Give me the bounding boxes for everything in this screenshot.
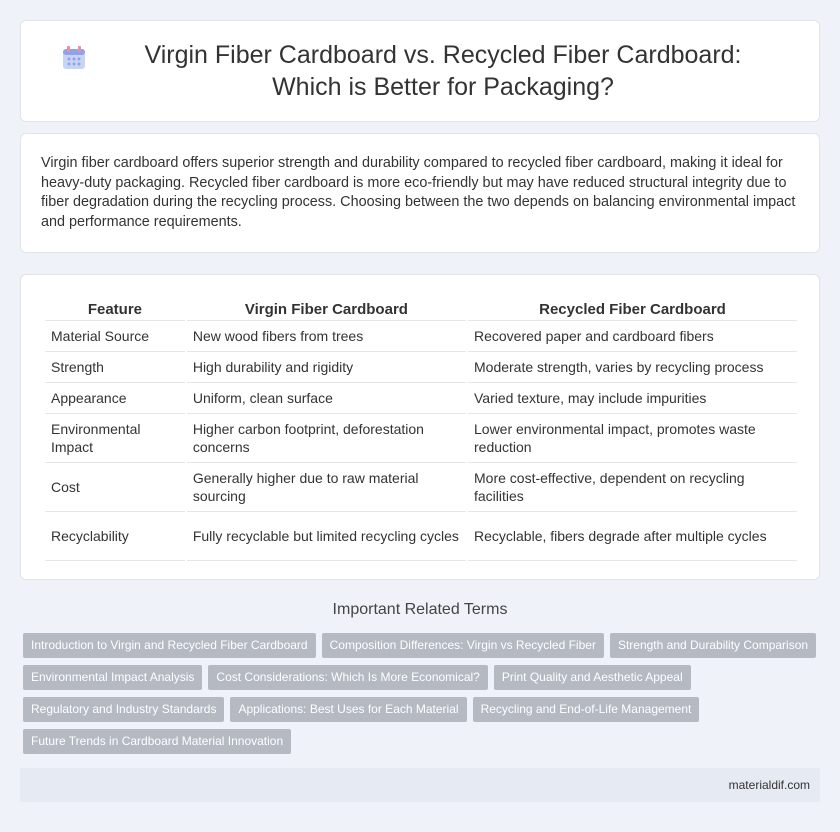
table-row [45,352,797,383]
table-row [45,383,797,414]
table-row [45,463,797,512]
footer [20,768,820,802]
virgin-cell: Fully recyclable but limited recycling cycles [187,512,466,561]
comparison-table [43,295,799,561]
term-tag[interactable]: Future Trends in Cardboard Material Innovation [23,729,291,754]
term-tag[interactable]: Print Quality and Aesthetic Appeal [494,665,691,690]
feature-cell: Environmental Impact [45,414,185,463]
term-tag[interactable]: Composition Differences: Virgin vs Recycled Fiber [322,633,604,658]
table-row [45,414,797,463]
related-terms-title: Important Related Terms [332,601,508,618]
page-title: Virgin Fiber Cardboard vs. Recycled Fiber Cardboard: Which is Better for Packaging? [144,41,742,101]
feature-cell: Cost [45,463,185,512]
recycled-cell: Moderate strength, varies by recycling process [468,352,797,383]
title-wrap [21,39,819,103]
calendar-icon [61,45,87,71]
term-tag[interactable]: Applications: Best Uses for Each Material [230,697,466,722]
column-header-recycled: Recycled Fiber Cardboard [468,295,797,321]
term-tag[interactable]: Environmental Impact Analysis [23,665,202,690]
table-row [45,512,797,561]
feature-cell: Recyclability [45,512,185,561]
related-terms-list [23,633,823,761]
intro-card [20,133,820,253]
term-tag[interactable]: Cost Considerations: Which Is More Economical? [208,665,487,690]
feature-cell: Material Source [45,321,185,352]
term-tag[interactable]: Strength and Durability Comparison [610,633,816,658]
column-header-virgin: Virgin Fiber Cardboard [187,295,466,321]
virgin-cell: New wood fibers from trees [187,321,466,352]
term-tag[interactable]: Regulatory and Industry Standards [23,697,224,722]
virgin-cell: Higher carbon footprint, deforestation concerns [187,414,466,463]
term-tag[interactable]: Recycling and End-of-Life Management [473,697,700,722]
column-header-feature: Feature [45,295,185,321]
recycled-cell: Recovered paper and cardboard fibers [468,321,797,352]
header-card [20,20,820,122]
term-tag[interactable]: Introduction to Virgin and Recycled Fiber Cardboard [23,633,316,658]
intro-text: Virgin fiber cardboard offers superior strength and durability compared to recycled fiber cardboard, making it ideal for heavy-duty packaging. Recycled fiber cardboard is more eco-friendly but may have reduced structural integrity due to fiber degradation during the recycling process. Choosing between the two depends on balancing environmental impact and performance requirements. [41,155,796,230]
recycled-cell: Lower environmental impact, promotes waste reduction [468,414,797,463]
virgin-cell: High durability and rigidity [187,352,466,383]
comparison-table-card [20,274,820,580]
virgin-cell: Generally higher due to raw material sourcing [187,463,466,512]
table-header-row [45,295,797,321]
table-row [45,321,797,352]
feature-cell: Appearance [45,383,185,414]
recycled-cell: More cost-effective, dependent on recycling facilities [468,463,797,512]
recycled-cell: Varied texture, may include impurities [468,383,797,414]
footer-site-link[interactable]: materialdif.com [728,778,810,792]
recycled-cell: Recyclable, fibers degrade after multiple cycles [468,512,797,561]
feature-cell: Strength [45,352,185,383]
virgin-cell: Uniform, clean surface [187,383,466,414]
